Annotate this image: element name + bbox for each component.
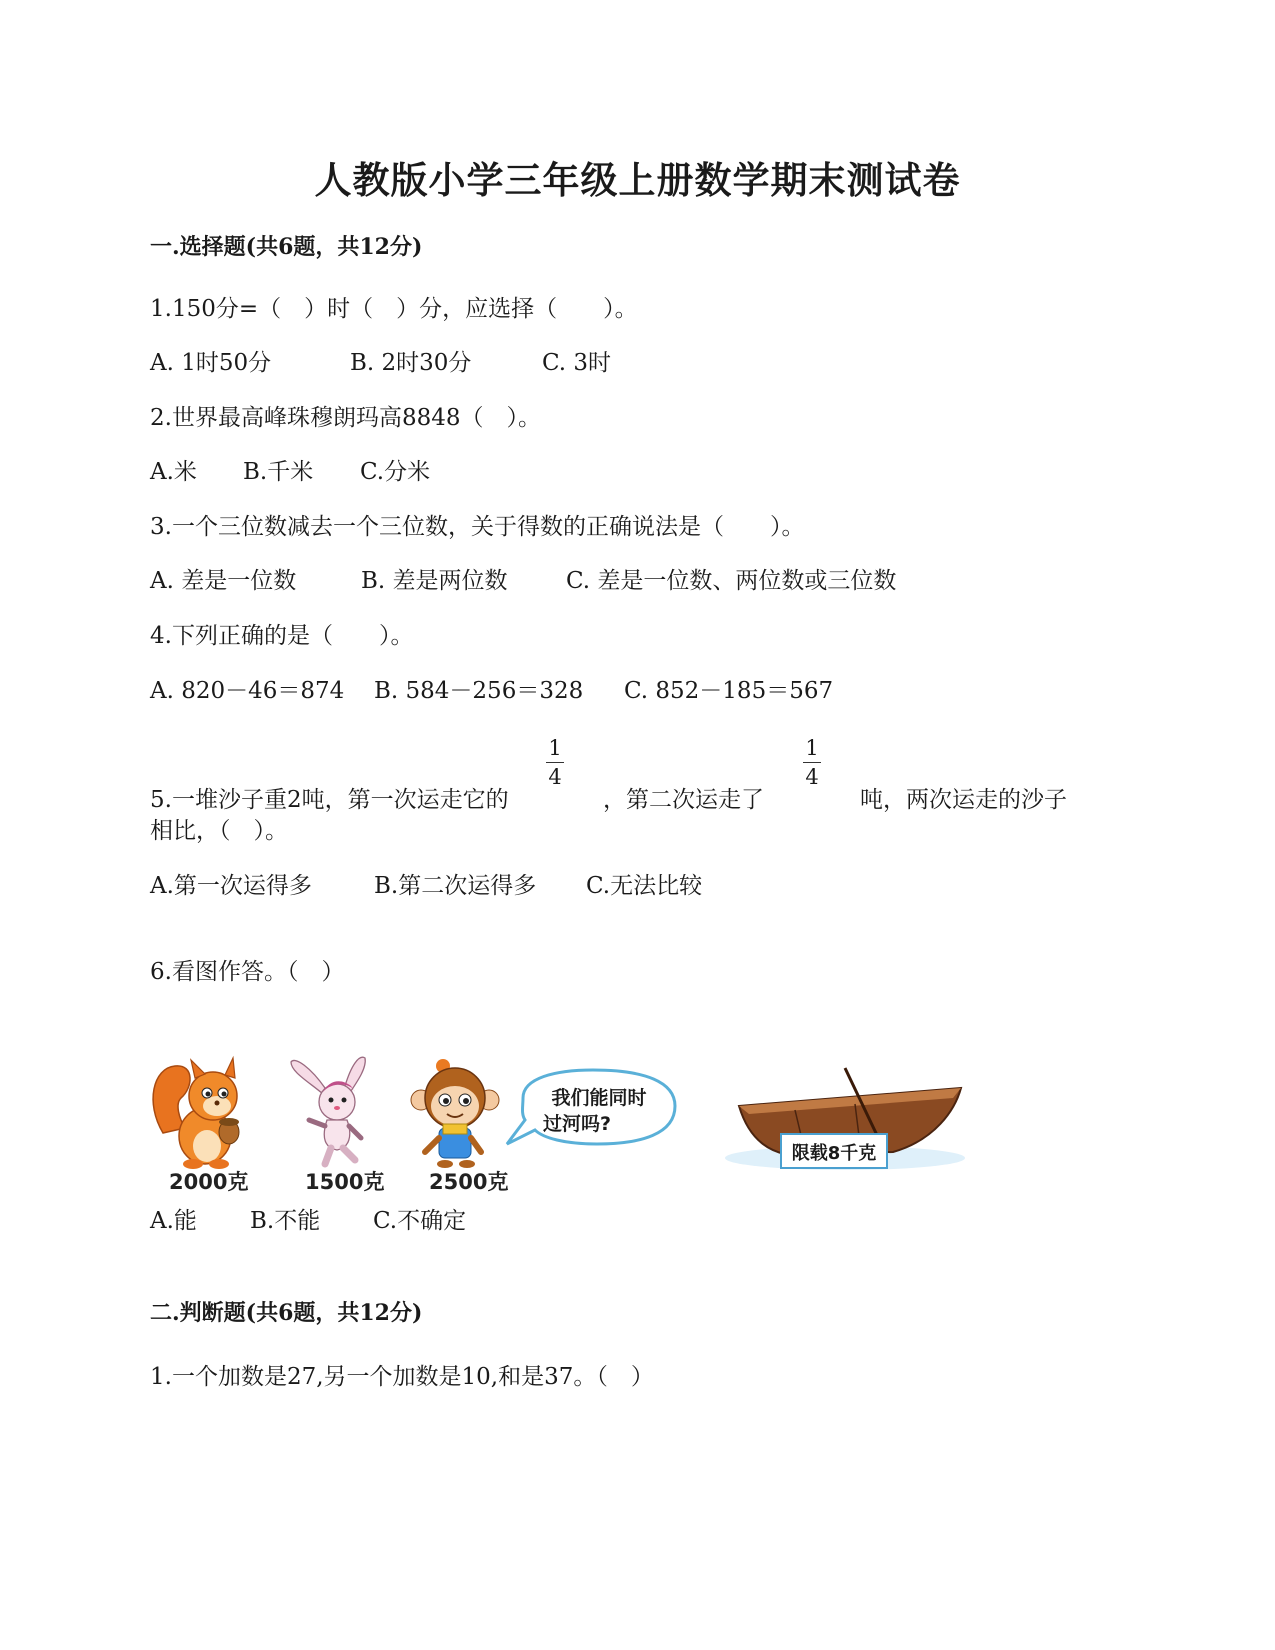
figure-illustration [145,1048,1025,1208]
q5-option-a: A.第一次运得多 [150,873,312,899]
question-5-part2: ，第二次运走了 [603,787,764,813]
fraction-one-quarter-2 [798,736,826,789]
question-2: 2.世界最高峰珠穆朗玛高8848（ ）。 [150,405,541,431]
question-3: 3.一个三位数减去一个三位数，关于得数的正确说法是（ ）。 [150,514,805,540]
q2-option-a: A.米 [150,459,197,485]
question-5-part3: 吨，两次运走的沙子 [860,787,1067,813]
q6-option-a: A.能 [150,1208,197,1234]
question-5-part1: 5.一堆沙子重2吨，第一次运走它的 [150,787,509,813]
section-heading-choice: 一.选择题(共6题，共12分) [150,234,423,260]
fraction-denominator: 4 [548,765,562,789]
question-4: 4.下列正确的是（ ）。 [150,623,414,649]
fraction-one-quarter [541,736,569,789]
page-title: 人教版小学三年级上册数学期末测试卷 [314,158,961,202]
fraction-numerator: 1 [548,736,562,760]
question-5-line2: 相比，（ ）。 [150,818,288,844]
question-6: 6.看图作答。（ ） [150,959,345,985]
fraction-denominator: 4 [805,765,819,789]
monkey-weight-label: 2500克 [429,1170,509,1194]
q4-option-c: C. 852－185＝567 [624,678,834,704]
fraction-bar [803,762,821,763]
monkey-illustration [411,1059,499,1168]
q5-option-c: C.无法比较 [586,873,703,899]
q4-option-a: A. 820－46＝874 [150,678,345,704]
boat-capacity-sign: 限载8千克 [791,1143,877,1164]
speech-line-1: 我们能同时 [551,1087,647,1109]
squirrel-illustration [153,1058,239,1169]
fraction-numerator: 1 [805,736,819,760]
speech-line-2: 过河吗? [542,1113,612,1135]
q6-option-c: C.不确定 [373,1208,467,1234]
q4-option-b: B. 584－256＝328 [374,678,584,704]
q3-option-b: B. 差是两位数 [361,568,508,594]
fraction-bar [546,762,564,763]
q1-option-a: A. 1时50分 [150,350,272,376]
river-crossing-figure [145,1048,1025,1208]
question-1: 1.150分=（ ）时（ ）分，应选择（ ）。 [150,296,638,322]
q2-option-b: B.千米 [243,459,314,485]
q1-option-c: C. 3时 [542,350,612,376]
q5-option-b: B.第二次运得多 [374,873,537,899]
q2-option-c: C.分米 [360,459,431,485]
q3-option-c: C. 差是一位数、两位数或三位数 [566,568,897,594]
q6-option-b: B.不能 [250,1208,321,1234]
q1-option-b: B. 2时30分 [350,350,472,376]
rabbit-illustration [291,1057,365,1164]
section-heading-judgement: 二.判断题(共6题，共12分) [150,1300,423,1326]
rabbit-weight-label: 1500克 [305,1170,385,1194]
q3-option-a: A. 差是一位数 [150,568,297,594]
judgement-question-1: 1.一个加数是27,另一个加数是10,和是37。（ ） [150,1364,654,1390]
squirrel-weight-label: 2000克 [169,1170,249,1194]
